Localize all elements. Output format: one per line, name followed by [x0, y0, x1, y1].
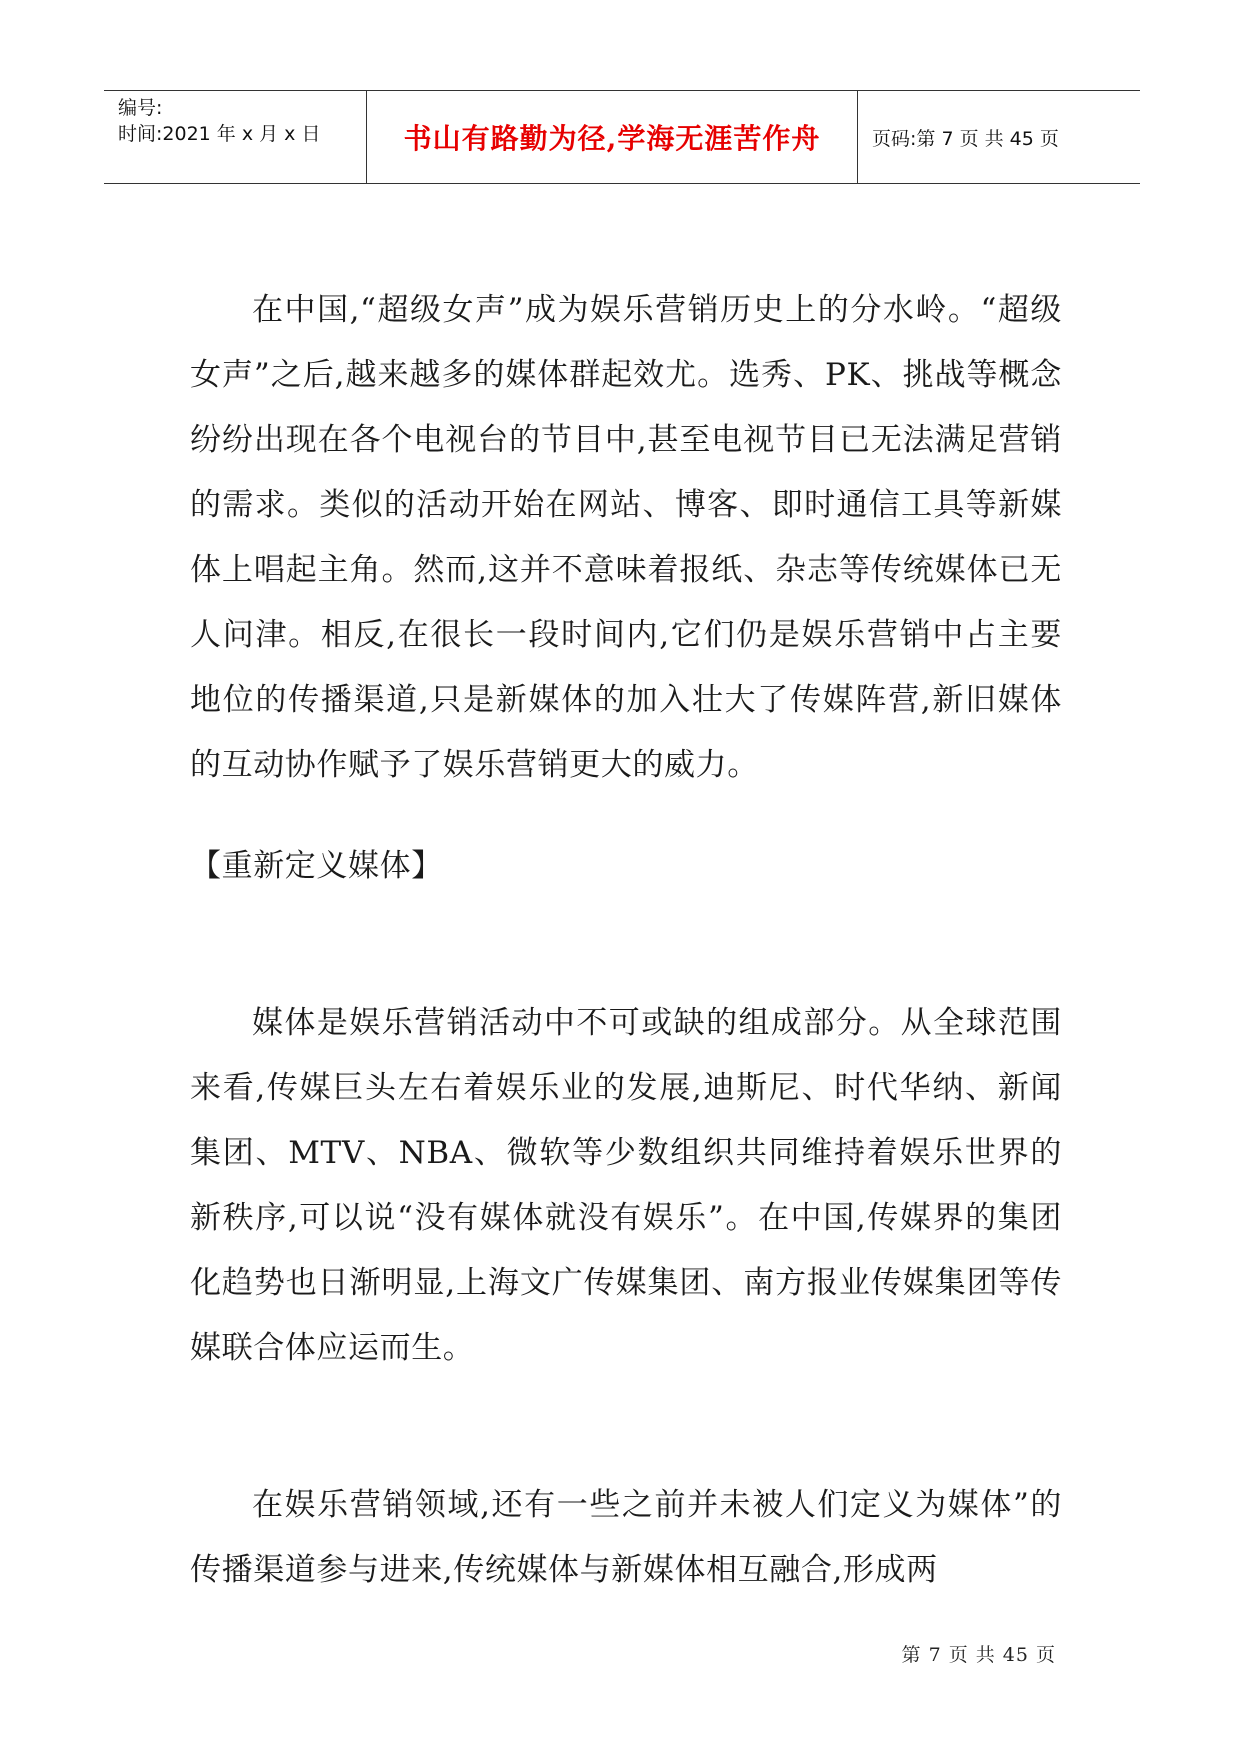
header-motto: 书山有路勤为径,学海无涯苦作舟 [367, 91, 858, 183]
body-paragraph: 在娱乐营销领域,还有一些之前并未被人们定义为媒体”的传播渠道参与进来,传统媒体与新媒体相互融合,形成两 [190, 1487, 1062, 1588]
body-paragraph: 在中国,“超级女声”成为娱乐营销历史上的分水岭。“超级女声”之后,越来越多的媒体群起效尤。选秀、PK、挑战等概念纷纷出现在各个电视台的节目中,甚至电视节目已无法满足营销的需求。类似的活动开始在网站、博客、即时通信工具等新媒体上唱起主角。然而,这并不意味着报纸、杂志等传统媒体已无人问津。相反,在很长一段时间内,它们仍是娱乐营销中占主要地位的传播渠道,只是新媒体的加入壮大了传媒阵营,新旧媒体的互动协作赋予了娱乐营销更大的威力。 [190, 292, 1062, 783]
page-footer: 第 7 页 共 45 页 [901, 1644, 1056, 1666]
page-header [104, 90, 1140, 184]
header-page-number: 页码:第 7 页 共 45 页 [872, 127, 1059, 150]
section-heading: 【重新定义媒体】 [190, 848, 443, 884]
document-body [190, 278, 1062, 1603]
body-paragraph: 媒体是娱乐营销活动中不可或缺的组成部分。从全球范围来看,传媒巨头左右着娱乐业的发展,迪斯尼、时代华纳、新闻集团、MTV、NBA、微软等少数组织共同维持着娱乐世界的新秩序,可以说“没有媒体就没有娱乐”。在中国,传媒界的集团化趋势也日渐明显,上海文广传媒集团、南方报业传媒集团等传媒联合体应运而生。 [190, 1005, 1062, 1366]
document-time-label: 时间:2021 年 x 月 x 日 [118, 123, 321, 145]
header-meta [104, 91, 367, 183]
document-number-label: 编号: [118, 97, 163, 119]
